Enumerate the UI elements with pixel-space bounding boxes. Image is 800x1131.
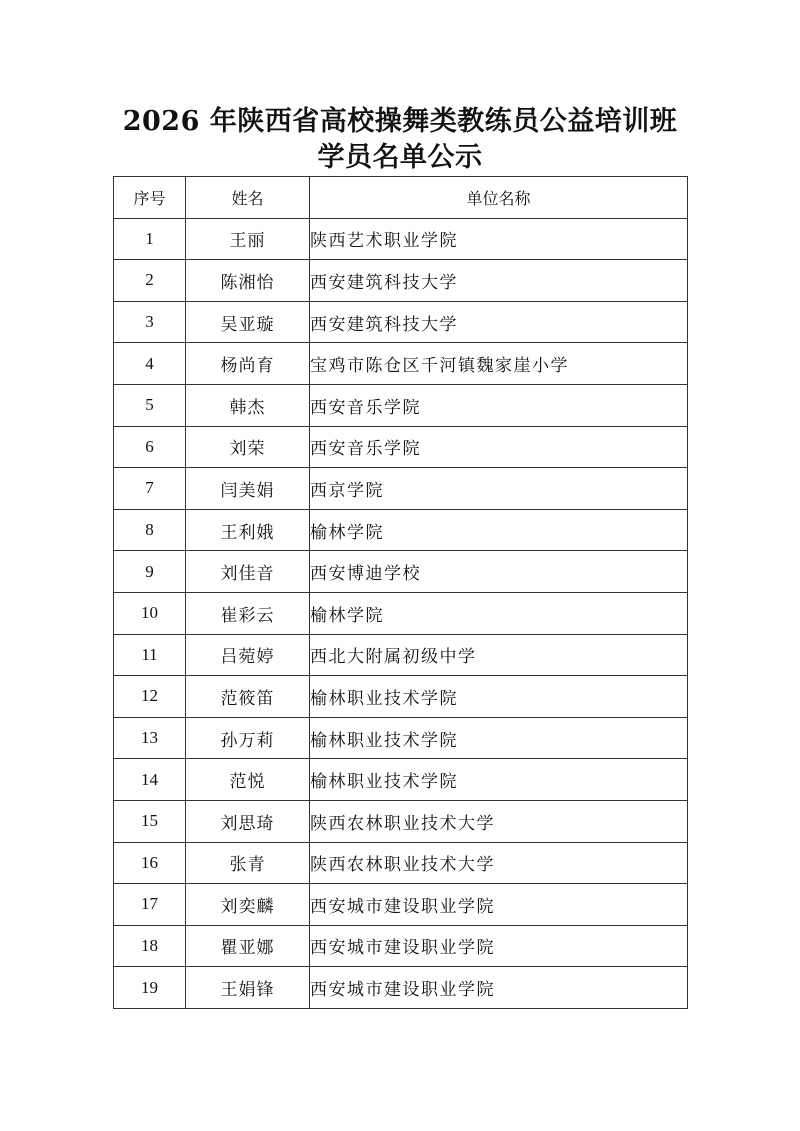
table-row	[114, 676, 688, 718]
table-row	[114, 260, 688, 302]
roster-table	[113, 176, 688, 1009]
document-title: 2026 年陕西省高校操舞类教练员公益培训班	[122, 106, 678, 137]
document-subtitle: 学员名单公示	[317, 142, 483, 173]
row-number: 2	[114, 260, 186, 302]
row-organization: 西安音乐学院	[310, 426, 688, 468]
table-header-row	[114, 177, 688, 219]
row-name: 刘奕麟	[186, 884, 310, 926]
row-organization: 西京学院	[310, 468, 688, 510]
table-row	[114, 592, 688, 634]
row-organization: 榆林职业技术学院	[310, 759, 688, 801]
row-name: 刘思琦	[186, 800, 310, 842]
table-row	[114, 384, 688, 426]
row-number: 19	[114, 967, 186, 1009]
table-row	[114, 884, 688, 926]
row-name: 刘荣	[186, 426, 310, 468]
row-name: 崔彩云	[186, 592, 310, 634]
header-organization: 单位名称	[310, 177, 688, 219]
row-organization: 榆林学院	[310, 509, 688, 551]
row-organization: 陕西艺术职业学院	[310, 218, 688, 260]
table-row	[114, 967, 688, 1009]
row-organization: 西安城市建设职业学院	[310, 884, 688, 926]
row-name: 孙万莉	[186, 717, 310, 759]
row-name: 王利娥	[186, 509, 310, 551]
table-row	[114, 842, 688, 884]
table-row	[114, 343, 688, 385]
row-name: 陈湘怡	[186, 260, 310, 302]
row-number: 15	[114, 800, 186, 842]
row-organization: 西安城市建设职业学院	[310, 967, 688, 1009]
row-number: 5	[114, 384, 186, 426]
row-organization: 西安建筑科技大学	[310, 260, 688, 302]
roster-body	[114, 218, 688, 1008]
table-row	[114, 218, 688, 260]
row-name: 吕菀婷	[186, 634, 310, 676]
row-number: 6	[114, 426, 186, 468]
row-name: 瞿亚娜	[186, 925, 310, 967]
row-number: 11	[114, 634, 186, 676]
row-number: 13	[114, 717, 186, 759]
row-organization: 西安博迪学校	[310, 551, 688, 593]
header-name: 姓名	[186, 177, 310, 219]
row-number: 8	[114, 509, 186, 551]
row-organization: 陕西农林职业技术大学	[310, 800, 688, 842]
row-number: 10	[114, 592, 186, 634]
row-name: 王丽	[186, 218, 310, 260]
row-name: 韩杰	[186, 384, 310, 426]
table-row	[114, 301, 688, 343]
row-organization: 榆林职业技术学院	[310, 717, 688, 759]
row-name: 王娟锋	[186, 967, 310, 1009]
row-name: 刘佳音	[186, 551, 310, 593]
row-name: 范筱笛	[186, 676, 310, 718]
table-row	[114, 426, 688, 468]
table-row	[114, 509, 688, 551]
row-organization: 榆林职业技术学院	[310, 676, 688, 718]
row-number: 4	[114, 343, 186, 385]
row-number: 16	[114, 842, 186, 884]
table-row	[114, 468, 688, 510]
row-number: 14	[114, 759, 186, 801]
row-organization: 陕西农林职业技术大学	[310, 842, 688, 884]
row-number: 3	[114, 301, 186, 343]
row-organization: 西安城市建设职业学院	[310, 925, 688, 967]
row-name: 张青	[186, 842, 310, 884]
row-organization: 西安建筑科技大学	[310, 301, 688, 343]
header-number: 序号	[114, 177, 186, 219]
table-row	[114, 551, 688, 593]
row-number: 7	[114, 468, 186, 510]
row-name: 吴亚璇	[186, 301, 310, 343]
row-organization: 宝鸡市陈仓区千河镇魏家崖小学	[310, 343, 688, 385]
row-name: 闫美娟	[186, 468, 310, 510]
row-number: 1	[114, 218, 186, 260]
row-number: 12	[114, 676, 186, 718]
table-row	[114, 925, 688, 967]
row-organization: 榆林学院	[310, 592, 688, 634]
table-row	[114, 759, 688, 801]
row-number: 9	[114, 551, 186, 593]
row-number: 18	[114, 925, 186, 967]
table-row	[114, 717, 688, 759]
row-organization: 西北大附属初级中学	[310, 634, 688, 676]
table-row	[114, 800, 688, 842]
row-name: 范悦	[186, 759, 310, 801]
table-row	[114, 634, 688, 676]
row-name: 杨尚育	[186, 343, 310, 385]
row-number: 17	[114, 884, 186, 926]
row-organization: 西安音乐学院	[310, 384, 688, 426]
